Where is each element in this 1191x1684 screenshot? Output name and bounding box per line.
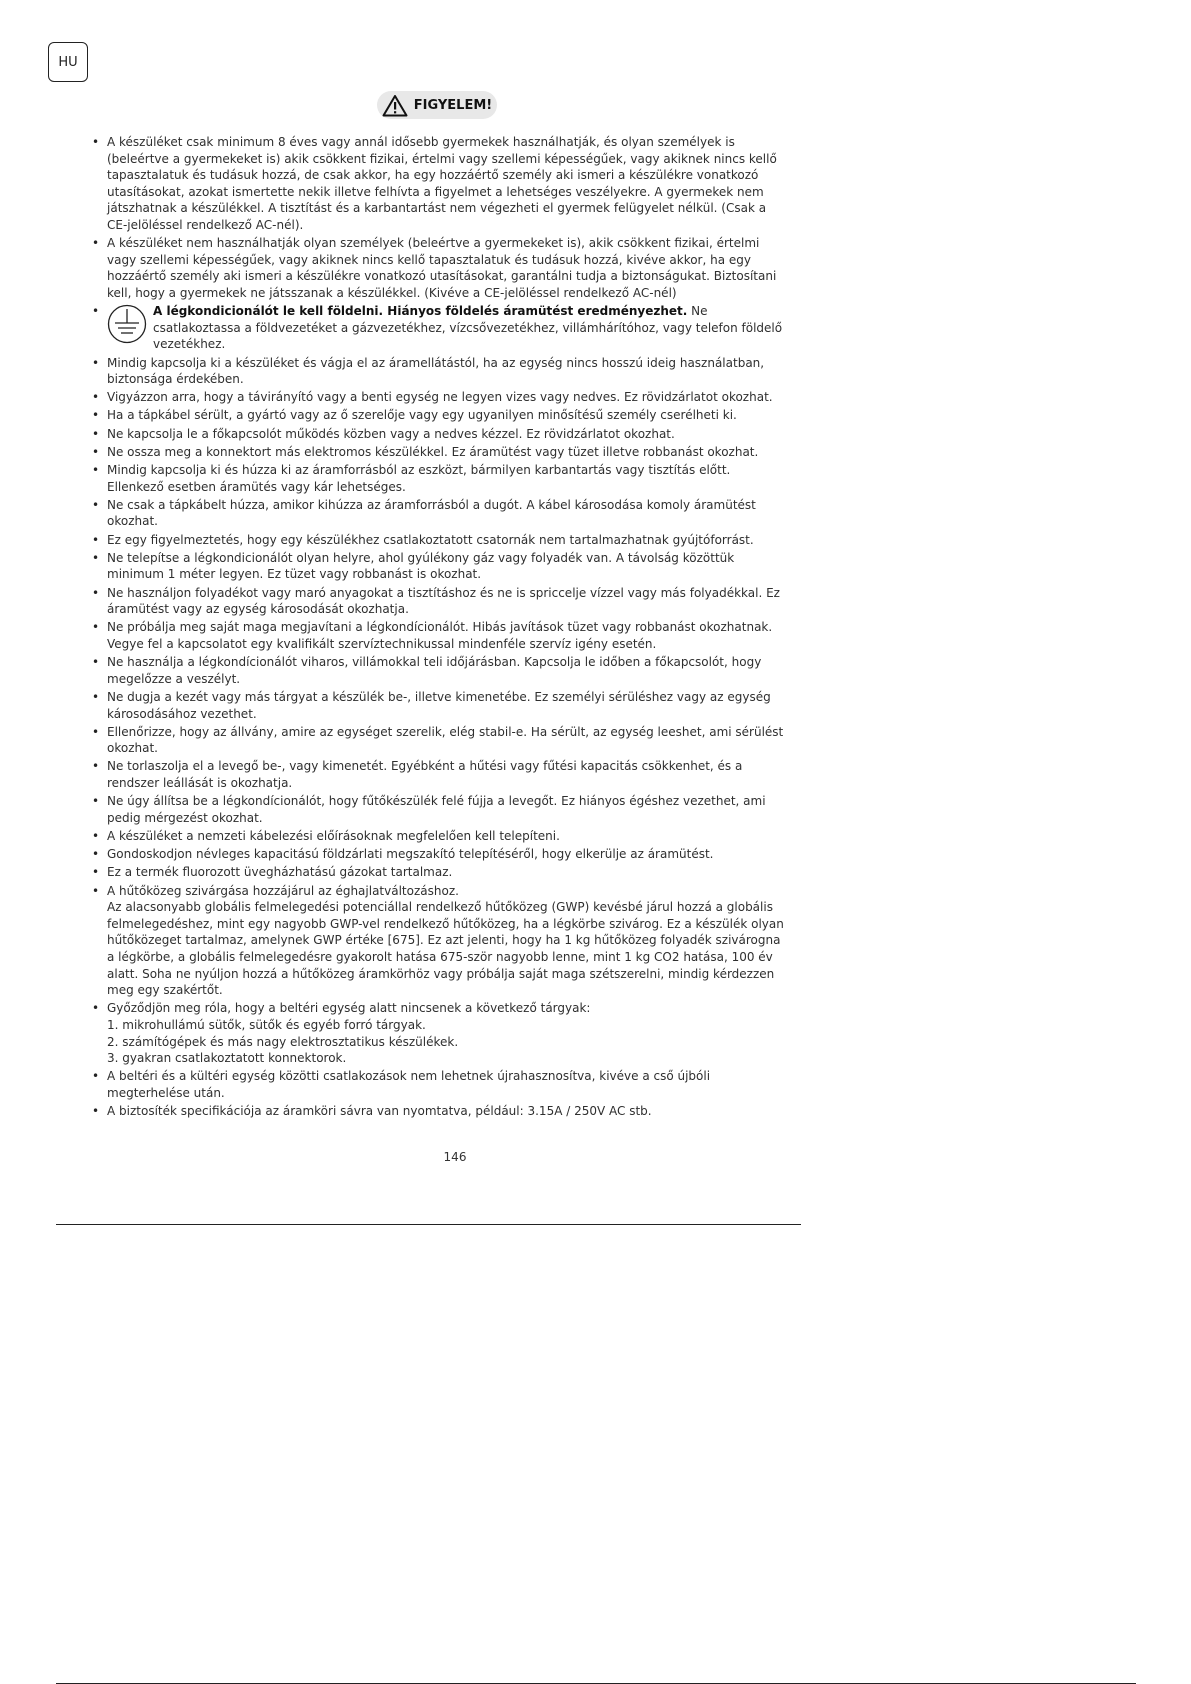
- ground-symbol-icon: [107, 303, 147, 349]
- list-item: • Ne próbálja meg saját maga megjavítani a légkondícionálót. Hibás javítások tüzet vagy robbanást okozhatnak. Vegye fel a kapcsolatot egy kvalifikált szervíztechnikussal mindenféle szervíz igény esetén.: [92, 619, 785, 652]
- list-item: • Ne használja a légkondícionálót viharos, villámokkal teli időjárásban. Kapcsolja le időben a főkapcsolót, hogy megelőzze a veszélyt.: [92, 654, 785, 687]
- list-item: • A beltéri és a kültéri egység közötti csatlakozások nem lehetnek újrahasznosítva, kivéve a cső újbóli megterhelése után.: [92, 1068, 785, 1101]
- list-item: • A biztosíték specifikációja az áramköri sávra van nyomtatva, például: 3.15A / 250V AC stb.: [92, 1103, 785, 1120]
- warning-list: [92, 134, 785, 1120]
- gwp-explanation: Az alacsonyabb globális felmelegedési potenciállal rendelkező hűtőközeg (GWP) kevésbé járul hozzá a globális felmelegedéshez, mint egy nagyobb GWP-vel rendelkező hűtőközeg, ha a légkörbe szivárog. Ez a készülék olyan hűtőközeget tartalmaz, amelynek GWP értéke [675]. Ez azt jelenti, hogy ha 1 kg hűtőközeg folyadék szivárogna a légkörbe, a globális felmelegedésre gyakorolt hatása 675-ször nagyobb lenne, mint 1 kg CO2 hatása, 100 év alatt. Soha ne nyúljon hozzá a hűtőközeg áramkörhöz vagy próbálja saját maga szétszerelni, mindig kérdezzen meg egy szakértőt.: [107, 900, 784, 998]
- list-item-grounding: • A légkondicionálót le kell földelni. Hiányos földelés áramütést eredményezhet. Ne csatlakoztassa a földvezetéket a gázvezetékhez, vízcsővezetékhez, villámhárítóhoz, vagy telefon földelő vezetékhez.: [92, 303, 785, 353]
- list-item: • Ez egy figyelmeztetés, hogy egy készülékhez csatlakoztatott csatornák nem tartalmazhatnak gyújtóforrást.: [92, 532, 785, 549]
- list-item: • Ne kapcsolja le a főkapcsolót működés közben vagy a nedves kézzel. Ez rövidzárlatot okozhat.: [92, 426, 785, 443]
- list-item: • Vigyázzon arra, hogy a távirányító vagy a benti egység ne legyen vizes vagy nedves. Ez rövidzárlatot okozhat.: [92, 389, 785, 406]
- warning-triangle-icon: [382, 94, 408, 117]
- divider-line: [56, 1224, 801, 1225]
- list-item: • Ha a tápkábel sérült, a gyártó vagy az ő szerelője vagy egy ugyanilyen minősítésű személy cserélheti ki.: [92, 407, 785, 424]
- list-item: • Ellenőrizze, hogy az állvány, amire az egységet szerelik, elég stabil-e. Ha sérült, az egység leeshet, ami sérülést okozhat.: [92, 724, 785, 757]
- warning-label: FIGYELEM!: [413, 97, 493, 113]
- sub-item: 2. számítógépek és más nagy elektrosztatikus készülékek.: [107, 1034, 459, 1049]
- list-item: • Ne csak a tápkábelt húzza, amikor kihúzza az áramforrásból a dugót. A kábel károsodása komoly áramütést okozhat.: [92, 497, 785, 530]
- list-item: • Ne torlaszolja el a levegő be-, vagy kimenetét. Egyébként a hűtési vagy fűtési kapacitás csökkenhet, és a rendszer leállását is okozhatja.: [92, 758, 785, 791]
- list-item: • A készüléket csak minimum 8 éves vagy annál idősebb gyermekek használhatják, és olyan személyek is (beleértve a gyermekeket is) akik csökkent fizikai, értelmi vagy szellemi képességűek, vagy akiknek nincs kellő tapasztalatuk és tudásuk hozzá, de csak akkor, ha egy hozzáértő személy aki ismeri a készülékre vonatkozó utasításokat, azokat ismertette nekik illetve felhívta a figyelmet a lehetséges veszélyekre. A gyermekek nem játszhatnak a készülékkel. A tisztítást és a karbantartást nem végezheti el gyermek felügyelet nélkül. (Csak a CE-jelöléssel rendelkező AC-nél).: [92, 134, 785, 234]
- list-item: • A készüléket nem használhatják olyan személyek (beleértve a gyermekeket is), akik csökkent fizikai, értelmi vagy szellemi képességűek, vagy akiknek nincs kellő tapasztalatuk és tudásuk hozzá, kivéve akkor, ha egy hozzáértő személy aki ismeri a készülékre vonatkozó utasításokat, garantálni tudja a biztonságukat. Biztosítani kell, hogy a gyermekek ne játsszanak a készülékkel. (Kivéve a CE-jelöléssel rendelkező AC-nél): [92, 235, 785, 301]
- list-item: • Mindig kapcsolja ki és húzza ki az áramforrásból az eszközt, bármilyen karbantartás vagy tisztítás előtt. Ellenkező esetben áramütés vagy kár lehetséges.: [92, 462, 785, 495]
- list-item-refrigerant: • A hűtőközeg szivárgása hozzájárul az éghajlatváltozáshoz. Az alacsonyabb globális felmelegedési potenciállal rendelkező hűtőközeg (GWP) kevésbé járul hozzá a globális felmelegedéshez, mint egy nagyobb GWP-vel rendelkező hűtőközeg, ha a légkörbe szivárog. Ez a készülék olyan hűtőközeget tartalmaz, amelynek GWP értéke [675]. Ez azt jelenti, hogy ha 1 kg hűtőközeg folyadék szivárogna a légkörbe, a globális felmelegedésre gyakorolt hatása 675-ször nagyobb lenne, mint 1 kg CO2 hatása, 100 év alatt. Soha ne nyúljon hozzá a hűtőközeg áramkörhöz vagy próbálja saját maga szétszerelni, mindig kérdezzen meg egy szakértőt.: [92, 883, 785, 999]
- list-item: • Ne használjon folyadékot vagy maró anyagokat a tisztításhoz és ne is spriccelje vízzel vagy más folyadékkal. Ez áramütést vagy az egység károsodását okozhatja.: [92, 585, 785, 618]
- language-code: HU: [58, 54, 78, 70]
- list-item: • Gondoskodjon névleges kapacitású földzárlati megszakító telepítéséről, hogy elkerülje az áramütést.: [92, 846, 785, 863]
- list-item: • Ez a termék fluorozott üvegházhatású gázokat tartalmaz.: [92, 864, 785, 881]
- page-number: 146: [443, 1150, 467, 1164]
- safety-instructions: [92, 134, 785, 1121]
- list-item: • Ne telepítse a légkondicionálót olyan helyre, ahol gyúlékony gáz vagy folyadék van. A távolság közöttük minimum 1 méter legyen. Ez tüzet vagy robbanást is okozhat.: [92, 550, 785, 583]
- list-item: • Ne úgy állítsa be a légkondícionálót, hogy fűtőkészülék felé fújja a levegőt. Ez hiányos égéshez vezethet, ami pedig mérgezést okozhat.: [92, 793, 785, 826]
- list-item: • A készüléket a nemzeti kábelezési előírásoknak megfelelően kell telepíteni.: [92, 828, 785, 845]
- list-item: • Ne dugja a kezét vagy más tárgyat a készülék be-, illetve kimenetébe. Ez személyi sérüléshez vagy az egység károsodásához vezethet.: [92, 689, 785, 722]
- language-badge: [48, 42, 88, 82]
- warning-header: [377, 91, 497, 119]
- grounding-warning-bold: A légkondicionálót le kell földelni. Hiányos földelés áramütést eredményezhet.: [153, 304, 688, 319]
- list-item-objects: • Győződjön meg róla, hogy a beltéri egység alatt nincsenek a következő tárgyak: 1. mikrohullámú sütők, sütők és egyéb forró tárgyak. 2. számítógépek és más nagy elektrosztatikus készülékek. 3. gyakran csatlakoztatott konnektorok.: [92, 1000, 785, 1066]
- sub-item: 3. gyakran csatlakoztatott konnektorok.: [107, 1051, 347, 1066]
- list-item: • Mindig kapcsolja ki a készüléket és vágja el az áramellátástól, ha az egység nincs hosszú ideig használatban, biztonsága érdekében.: [92, 355, 785, 388]
- list-item: • Ne ossza meg a konnektort más elektromos készülékkel. Ez áramütést vagy tüzet illetve robbanást okozhat.: [92, 444, 785, 461]
- sub-item: 1. mikrohullámú sütők, sütők és egyéb forró tárgyak.: [107, 1017, 426, 1032]
